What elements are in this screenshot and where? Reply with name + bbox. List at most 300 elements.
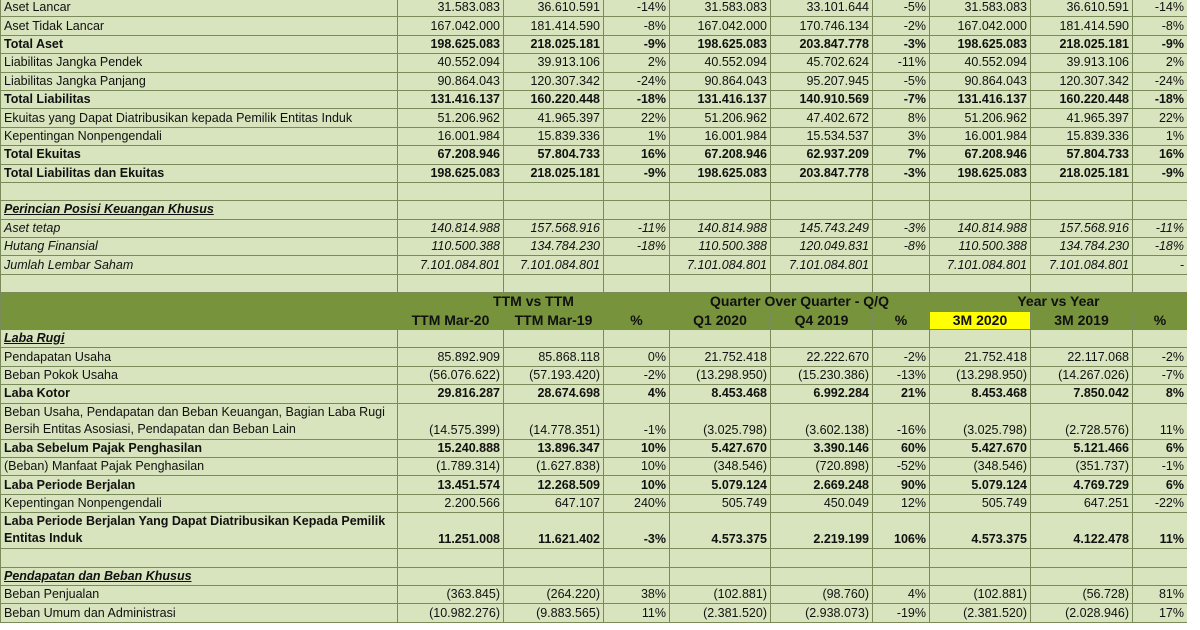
group-header[interactable]: Quarter Over Quarter - Q/Q (670, 293, 930, 311)
value-cell[interactable]: 157.568.916 (504, 219, 604, 237)
value-cell[interactable]: 5.079.124 (670, 476, 771, 494)
value-cell[interactable]: -22% (1133, 494, 1188, 512)
value-cell[interactable]: 7.101.084.801 (398, 256, 504, 274)
value-cell[interactable]: 16.001.984 (670, 127, 771, 145)
value-cell[interactable]: -3% (604, 513, 670, 549)
value-cell[interactable]: 16.001.984 (398, 127, 504, 145)
value-cell[interactable]: 51.206.962 (670, 109, 771, 127)
empty-cell[interactable] (771, 274, 873, 292)
empty-cell[interactable] (1, 274, 398, 292)
value-cell[interactable]: (3.025.798) (930, 403, 1031, 439)
value-cell[interactable]: 8% (873, 109, 930, 127)
value-cell[interactable]: (2.728.576) (1031, 403, 1133, 439)
value-cell[interactable]: 5.079.124 (930, 476, 1031, 494)
value-cell[interactable]: -5% (873, 0, 930, 17)
empty-cell[interactable] (1, 311, 398, 329)
value-cell[interactable]: (363.845) (398, 585, 504, 603)
empty-cell[interactable] (1133, 567, 1188, 585)
value-cell[interactable]: 2% (604, 54, 670, 72)
empty-cell[interactable] (771, 567, 873, 585)
empty-cell[interactable] (771, 330, 873, 348)
empty-cell[interactable] (930, 201, 1031, 219)
value-cell[interactable]: (102.881) (670, 585, 771, 603)
value-cell[interactable]: -3% (873, 164, 930, 182)
value-cell[interactable]: 198.625.083 (930, 164, 1031, 182)
value-cell[interactable]: 167.042.000 (930, 17, 1031, 35)
row-label[interactable]: Aset tetap (1, 219, 398, 237)
empty-cell[interactable] (398, 182, 504, 200)
value-cell[interactable]: (102.881) (930, 585, 1031, 603)
value-cell[interactable]: 110.500.388 (670, 238, 771, 256)
value-cell[interactable]: 2.669.248 (771, 476, 873, 494)
empty-cell[interactable] (398, 201, 504, 219)
row-label[interactable]: Laba Periode Berjalan Yang Dapat Diatribusikan Kepada Pemilik Entitas Induk (1, 513, 398, 549)
value-cell[interactable]: 51.206.962 (398, 109, 504, 127)
value-cell[interactable]: 22% (1133, 109, 1188, 127)
value-cell[interactable]: 3.390.146 (771, 439, 873, 457)
value-cell[interactable]: 218.025.181 (504, 35, 604, 53)
value-cell[interactable]: (1.789.314) (398, 457, 504, 475)
value-cell[interactable]: 15.839.336 (1031, 127, 1133, 145)
value-cell[interactable]: 81% (1133, 585, 1188, 603)
value-cell[interactable]: 13.451.574 (398, 476, 504, 494)
value-cell[interactable]: (9.883.565) (504, 604, 604, 622)
value-cell[interactable]: 203.847.778 (771, 35, 873, 53)
value-cell[interactable]: 203.847.778 (771, 164, 873, 182)
value-cell[interactable]: 95.207.945 (771, 72, 873, 90)
value-cell[interactable]: -9% (604, 164, 670, 182)
value-cell[interactable]: 140.910.569 (771, 90, 873, 108)
value-cell[interactable]: 5.427.670 (670, 439, 771, 457)
empty-cell[interactable] (670, 549, 771, 567)
value-cell[interactable]: 5.121.466 (1031, 439, 1133, 457)
value-cell[interactable]: -2% (604, 366, 670, 384)
value-cell[interactable]: -2% (873, 348, 930, 366)
value-cell[interactable]: (98.760) (771, 585, 873, 603)
row-label[interactable]: Laba Kotor (1, 385, 398, 403)
value-cell[interactable]: -9% (1133, 164, 1188, 182)
value-cell[interactable]: 57.804.733 (504, 146, 604, 164)
value-cell[interactable]: 240% (604, 494, 670, 512)
value-cell[interactable]: 22% (604, 109, 670, 127)
value-cell[interactable]: 33.101.644 (771, 0, 873, 17)
value-cell[interactable]: 7.850.042 (1031, 385, 1133, 403)
value-cell[interactable]: 120.307.342 (1031, 72, 1133, 90)
empty-cell[interactable] (1, 549, 398, 567)
column-header[interactable]: % (873, 311, 930, 329)
value-cell[interactable]: 505.749 (670, 494, 771, 512)
empty-cell[interactable] (930, 182, 1031, 200)
row-label[interactable]: Beban Usaha, Pendapatan dan Beban Keuangan, Bagian Laba Rugi Bersih Entitas Asosiasi, Pendapatan dan Beban Lain (1, 403, 398, 439)
value-cell[interactable]: 85.892.909 (398, 348, 504, 366)
value-cell[interactable]: -2% (873, 17, 930, 35)
group-header[interactable]: Year vs Year (930, 293, 1188, 311)
value-cell[interactable]: 140.814.988 (930, 219, 1031, 237)
value-cell[interactable]: 10% (604, 439, 670, 457)
value-cell[interactable]: -3% (873, 35, 930, 53)
row-label[interactable]: Hutang Finansial (1, 238, 398, 256)
empty-cell[interactable] (1031, 330, 1133, 348)
empty-cell[interactable] (1133, 274, 1188, 292)
value-cell[interactable]: -24% (604, 72, 670, 90)
value-cell[interactable]: 11% (604, 604, 670, 622)
column-header[interactable]: % (604, 311, 670, 329)
value-cell[interactable]: 67.208.946 (930, 146, 1031, 164)
value-cell[interactable]: 15.240.888 (398, 439, 504, 457)
empty-cell[interactable] (771, 201, 873, 219)
value-cell[interactable]: 67.208.946 (398, 146, 504, 164)
value-cell[interactable]: -11% (604, 219, 670, 237)
row-label[interactable]: Kepentingan Nonpengendali (1, 494, 398, 512)
section-title[interactable]: Perincian Posisi Keuangan Khusus (1, 201, 398, 219)
value-cell[interactable]: (57.193.420) (504, 366, 604, 384)
group-header[interactable]: TTM vs TTM (398, 293, 670, 311)
value-cell[interactable]: 106% (873, 513, 930, 549)
value-cell[interactable]: -14% (1133, 0, 1188, 17)
value-cell[interactable]: 31.583.083 (670, 0, 771, 17)
empty-cell[interactable] (873, 274, 930, 292)
row-label[interactable]: Beban Penjualan (1, 585, 398, 603)
row-label[interactable]: Laba Sebelum Pajak Penghasilan (1, 439, 398, 457)
empty-cell[interactable] (504, 567, 604, 585)
value-cell[interactable]: 29.816.287 (398, 385, 504, 403)
empty-cell[interactable] (930, 330, 1031, 348)
value-cell[interactable]: 6.992.284 (771, 385, 873, 403)
value-cell[interactable]: 41.965.397 (504, 109, 604, 127)
value-cell[interactable]: 67.208.946 (670, 146, 771, 164)
value-cell[interactable]: 13.896.347 (504, 439, 604, 457)
value-cell[interactable]: 157.568.916 (1031, 219, 1133, 237)
empty-cell[interactable] (1133, 549, 1188, 567)
value-cell[interactable]: -16% (873, 403, 930, 439)
value-cell[interactable]: 39.913.106 (504, 54, 604, 72)
value-cell[interactable]: -5% (873, 72, 930, 90)
value-cell[interactable]: 198.625.083 (398, 164, 504, 182)
value-cell[interactable]: 8% (1133, 385, 1188, 403)
value-cell[interactable]: 15.534.537 (771, 127, 873, 145)
value-cell[interactable]: 120.049.831 (771, 238, 873, 256)
empty-cell[interactable] (504, 330, 604, 348)
row-label[interactable]: Beban Pokok Usaha (1, 366, 398, 384)
value-cell[interactable]: -19% (873, 604, 930, 622)
empty-cell[interactable] (930, 274, 1031, 292)
empty-cell[interactable] (873, 567, 930, 585)
value-cell[interactable]: 160.220.448 (504, 90, 604, 108)
value-cell[interactable]: (13.298.950) (930, 366, 1031, 384)
value-cell[interactable]: 218.025.181 (504, 164, 604, 182)
value-cell[interactable]: 51.206.962 (930, 109, 1031, 127)
value-cell[interactable]: (3.025.798) (670, 403, 771, 439)
empty-cell[interactable] (1031, 201, 1133, 219)
empty-cell[interactable] (604, 330, 670, 348)
value-cell[interactable]: 3% (873, 127, 930, 145)
value-cell[interactable]: 134.784.230 (1031, 238, 1133, 256)
section-title[interactable]: Pendapatan dan Beban Khusus (1, 567, 398, 585)
row-label[interactable]: Total Liabilitas dan Ekuitas (1, 164, 398, 182)
value-cell[interactable]: 21% (873, 385, 930, 403)
value-cell[interactable]: 7.101.084.801 (504, 256, 604, 274)
value-cell[interactable]: 4.769.729 (1031, 476, 1133, 494)
value-cell[interactable]: -1% (1133, 457, 1188, 475)
empty-cell[interactable] (604, 567, 670, 585)
value-cell[interactable]: 16% (604, 146, 670, 164)
value-cell[interactable]: 16% (1133, 146, 1188, 164)
row-label[interactable]: (Beban) Manfaat Pajak Penghasilan (1, 457, 398, 475)
row-label[interactable]: Kepentingan Nonpengendali (1, 127, 398, 145)
value-cell[interactable]: 131.416.137 (398, 90, 504, 108)
empty-cell[interactable] (670, 567, 771, 585)
row-label[interactable]: Liabilitas Jangka Panjang (1, 72, 398, 90)
value-cell[interactable]: 5.427.670 (930, 439, 1031, 457)
value-cell[interactable]: 90.864.043 (670, 72, 771, 90)
value-cell[interactable]: (348.546) (670, 457, 771, 475)
value-cell[interactable]: 47.402.672 (771, 109, 873, 127)
value-cell[interactable]: 8.453.468 (670, 385, 771, 403)
value-cell[interactable]: 110.500.388 (930, 238, 1031, 256)
value-cell[interactable]: 36.610.591 (1031, 0, 1133, 17)
value-cell[interactable]: -8% (873, 238, 930, 256)
value-cell[interactable]: 2.200.566 (398, 494, 504, 512)
value-cell[interactable]: 21.752.418 (930, 348, 1031, 366)
value-cell[interactable]: 38% (604, 585, 670, 603)
value-cell[interactable]: 36.610.591 (504, 0, 604, 17)
empty-cell[interactable] (1031, 567, 1133, 585)
empty-cell[interactable] (504, 182, 604, 200)
value-cell[interactable]: 11% (1133, 513, 1188, 549)
value-cell[interactable]: 7.101.084.801 (1031, 256, 1133, 274)
value-cell[interactable]: (14.267.026) (1031, 366, 1133, 384)
value-cell[interactable]: 198.625.083 (670, 35, 771, 53)
row-label[interactable]: Ekuitas yang Dapat Diatribusikan kepada Pemilik Entitas Induk (1, 109, 398, 127)
column-header[interactable]: Q1 2020 (670, 311, 771, 329)
value-cell[interactable]: -9% (1133, 35, 1188, 53)
value-cell[interactable]: 647.251 (1031, 494, 1133, 512)
empty-cell[interactable] (1133, 201, 1188, 219)
value-cell[interactable]: 40.552.094 (930, 54, 1031, 72)
value-cell[interactable]: 7% (873, 146, 930, 164)
value-cell[interactable]: -18% (604, 238, 670, 256)
value-cell[interactable]: 110.500.388 (398, 238, 504, 256)
row-label[interactable]: Aset Lancar (1, 0, 398, 17)
value-cell[interactable]: (720.898) (771, 457, 873, 475)
value-cell[interactable]: -9% (604, 35, 670, 53)
column-header[interactable]: % (1133, 311, 1188, 329)
row-label[interactable]: Total Aset (1, 35, 398, 53)
column-header[interactable]: Q4 2019 (771, 311, 873, 329)
value-cell[interactable]: 7.101.084.801 (771, 256, 873, 274)
value-cell[interactable]: (3.602.138) (771, 403, 873, 439)
empty-cell[interactable] (873, 330, 930, 348)
value-cell[interactable]: 39.913.106 (1031, 54, 1133, 72)
value-cell[interactable]: 198.625.083 (398, 35, 504, 53)
value-cell[interactable]: 167.042.000 (398, 17, 504, 35)
value-cell[interactable]: 2% (1133, 54, 1188, 72)
empty-cell[interactable] (398, 549, 504, 567)
value-cell[interactable]: 450.049 (771, 494, 873, 512)
value-cell[interactable]: 4.122.478 (1031, 513, 1133, 549)
value-cell[interactable]: -8% (604, 17, 670, 35)
value-cell[interactable]: 4% (873, 585, 930, 603)
value-cell[interactable]: 21.752.418 (670, 348, 771, 366)
value-cell[interactable]: 120.307.342 (504, 72, 604, 90)
value-cell[interactable]: 4.573.375 (670, 513, 771, 549)
value-cell[interactable]: 40.552.094 (398, 54, 504, 72)
empty-cell[interactable] (930, 567, 1031, 585)
value-cell[interactable]: 505.749 (930, 494, 1031, 512)
value-cell[interactable]: -3% (873, 219, 930, 237)
value-cell[interactable]: 12.268.509 (504, 476, 604, 494)
empty-cell[interactable] (1, 293, 398, 311)
empty-cell[interactable] (670, 274, 771, 292)
value-cell[interactable]: 218.025.181 (1031, 164, 1133, 182)
value-cell[interactable]: 45.702.624 (771, 54, 873, 72)
row-label[interactable]: Beban Umum dan Administrasi (1, 604, 398, 622)
value-cell[interactable]: -18% (1133, 238, 1188, 256)
value-cell[interactable]: 131.416.137 (930, 90, 1031, 108)
empty-cell[interactable] (504, 201, 604, 219)
row-label[interactable]: Laba Periode Berjalan (1, 476, 398, 494)
value-cell[interactable]: (1.627.838) (504, 457, 604, 475)
empty-cell[interactable] (771, 182, 873, 200)
empty-cell[interactable] (873, 201, 930, 219)
value-cell[interactable]: -7% (873, 90, 930, 108)
value-cell[interactable]: -14% (604, 0, 670, 17)
value-cell[interactable]: (264.220) (504, 585, 604, 603)
value-cell[interactable]: - (1133, 256, 1188, 274)
value-cell[interactable]: 160.220.448 (1031, 90, 1133, 108)
value-cell[interactable]: 7.101.084.801 (930, 256, 1031, 274)
value-cell[interactable]: 140.814.988 (398, 219, 504, 237)
value-cell[interactable]: 10% (604, 457, 670, 475)
value-cell[interactable]: 90.864.043 (398, 72, 504, 90)
value-cell[interactable]: 12% (873, 494, 930, 512)
value-cell[interactable]: 16.001.984 (930, 127, 1031, 145)
value-cell[interactable]: 11% (1133, 403, 1188, 439)
value-cell[interactable]: -2% (1133, 348, 1188, 366)
empty-cell[interactable] (504, 549, 604, 567)
value-cell[interactable]: (14.575.399) (398, 403, 504, 439)
value-cell[interactable]: 8.453.468 (930, 385, 1031, 403)
value-cell[interactable]: 647.107 (504, 494, 604, 512)
value-cell[interactable]: 134.784.230 (504, 238, 604, 256)
value-cell[interactable]: (2.381.520) (670, 604, 771, 622)
value-cell[interactable]: (348.546) (930, 457, 1031, 475)
value-cell[interactable]: (13.298.950) (670, 366, 771, 384)
value-cell[interactable]: 218.025.181 (1031, 35, 1133, 53)
empty-cell[interactable] (504, 274, 604, 292)
column-header[interactable]: TTM Mar-20 (398, 311, 504, 329)
value-cell[interactable]: 57.804.733 (1031, 146, 1133, 164)
value-cell[interactable]: (2.028.946) (1031, 604, 1133, 622)
value-cell[interactable]: -13% (873, 366, 930, 384)
row-label[interactable]: Total Ekuitas (1, 146, 398, 164)
value-cell[interactable]: 31.583.083 (398, 0, 504, 17)
value-cell[interactable]: 7.101.084.801 (670, 256, 771, 274)
value-cell[interactable]: -11% (1133, 219, 1188, 237)
value-cell[interactable]: -1% (604, 403, 670, 439)
empty-cell[interactable] (873, 182, 930, 200)
empty-cell[interactable] (604, 201, 670, 219)
empty-cell[interactable] (670, 182, 771, 200)
empty-cell[interactable] (873, 549, 930, 567)
value-cell[interactable]: 40.552.094 (670, 54, 771, 72)
value-cell[interactable]: 140.814.988 (670, 219, 771, 237)
empty-cell[interactable] (604, 549, 670, 567)
value-cell[interactable]: 90.864.043 (930, 72, 1031, 90)
value-cell[interactable]: (15.230.386) (771, 366, 873, 384)
value-cell[interactable]: 11.251.008 (398, 513, 504, 549)
value-cell[interactable]: 4.573.375 (930, 513, 1031, 549)
empty-cell[interactable] (1, 182, 398, 200)
value-cell[interactable]: (14.778.351) (504, 403, 604, 439)
value-cell[interactable]: 0% (604, 348, 670, 366)
value-cell[interactable]: (2.381.520) (930, 604, 1031, 622)
value-cell[interactable]: 85.868.118 (504, 348, 604, 366)
row-label[interactable]: Total Liabilitas (1, 90, 398, 108)
value-cell[interactable]: 181.414.590 (504, 17, 604, 35)
empty-cell[interactable] (604, 182, 670, 200)
value-cell[interactable]: (351.737) (1031, 457, 1133, 475)
value-cell[interactable]: 6% (1133, 439, 1188, 457)
empty-cell[interactable] (604, 274, 670, 292)
column-header[interactable]: TTM Mar-19 (504, 311, 604, 329)
value-cell[interactable]: 28.674.698 (504, 385, 604, 403)
value-cell[interactable]: -7% (1133, 366, 1188, 384)
value-cell[interactable]: 41.965.397 (1031, 109, 1133, 127)
row-label[interactable]: Liabilitas Jangka Pendek (1, 54, 398, 72)
row-label[interactable]: Pendapatan Usaha (1, 348, 398, 366)
value-cell[interactable]: 131.416.137 (670, 90, 771, 108)
value-cell[interactable]: (56.076.622) (398, 366, 504, 384)
value-cell[interactable]: 167.042.000 (670, 17, 771, 35)
value-cell[interactable]: -52% (873, 457, 930, 475)
value-cell[interactable]: 4% (604, 385, 670, 403)
value-cell[interactable]: 181.414.590 (1031, 17, 1133, 35)
value-cell[interactable]: 17% (1133, 604, 1188, 622)
column-header[interactable]: 3M 2020 (930, 311, 1031, 329)
row-label[interactable]: Aset Tidak Lancar (1, 17, 398, 35)
value-cell[interactable]: 31.583.083 (930, 0, 1031, 17)
value-cell[interactable]: -18% (1133, 90, 1188, 108)
value-cell[interactable]: 15.839.336 (504, 127, 604, 145)
value-cell[interactable]: 145.743.249 (771, 219, 873, 237)
value-cell[interactable]: 198.625.083 (670, 164, 771, 182)
empty-cell[interactable] (670, 201, 771, 219)
value-cell[interactable]: 10% (604, 476, 670, 494)
value-cell[interactable]: 62.937.209 (771, 146, 873, 164)
empty-cell[interactable] (1031, 274, 1133, 292)
value-cell[interactable]: -8% (1133, 17, 1188, 35)
value-cell[interactable]: (56.728) (1031, 585, 1133, 603)
empty-cell[interactable] (398, 330, 504, 348)
value-cell[interactable]: 22.117.068 (1031, 348, 1133, 366)
value-cell[interactable]: -18% (604, 90, 670, 108)
column-header[interactable]: 3M 2019 (1031, 311, 1133, 329)
empty-cell[interactable] (1133, 330, 1188, 348)
value-cell[interactable]: -24% (1133, 72, 1188, 90)
row-label[interactable]: Jumlah Lembar Saham (1, 256, 398, 274)
empty-cell[interactable] (1031, 549, 1133, 567)
value-cell[interactable]: 198.625.083 (930, 35, 1031, 53)
value-cell[interactable]: 60% (873, 439, 930, 457)
value-cell[interactable]: -11% (873, 54, 930, 72)
value-cell[interactable]: 1% (604, 127, 670, 145)
empty-cell[interactable] (930, 549, 1031, 567)
value-cell[interactable]: (2.938.073) (771, 604, 873, 622)
value-cell[interactable]: 22.222.670 (771, 348, 873, 366)
empty-cell[interactable] (398, 274, 504, 292)
empty-cell[interactable] (398, 567, 504, 585)
